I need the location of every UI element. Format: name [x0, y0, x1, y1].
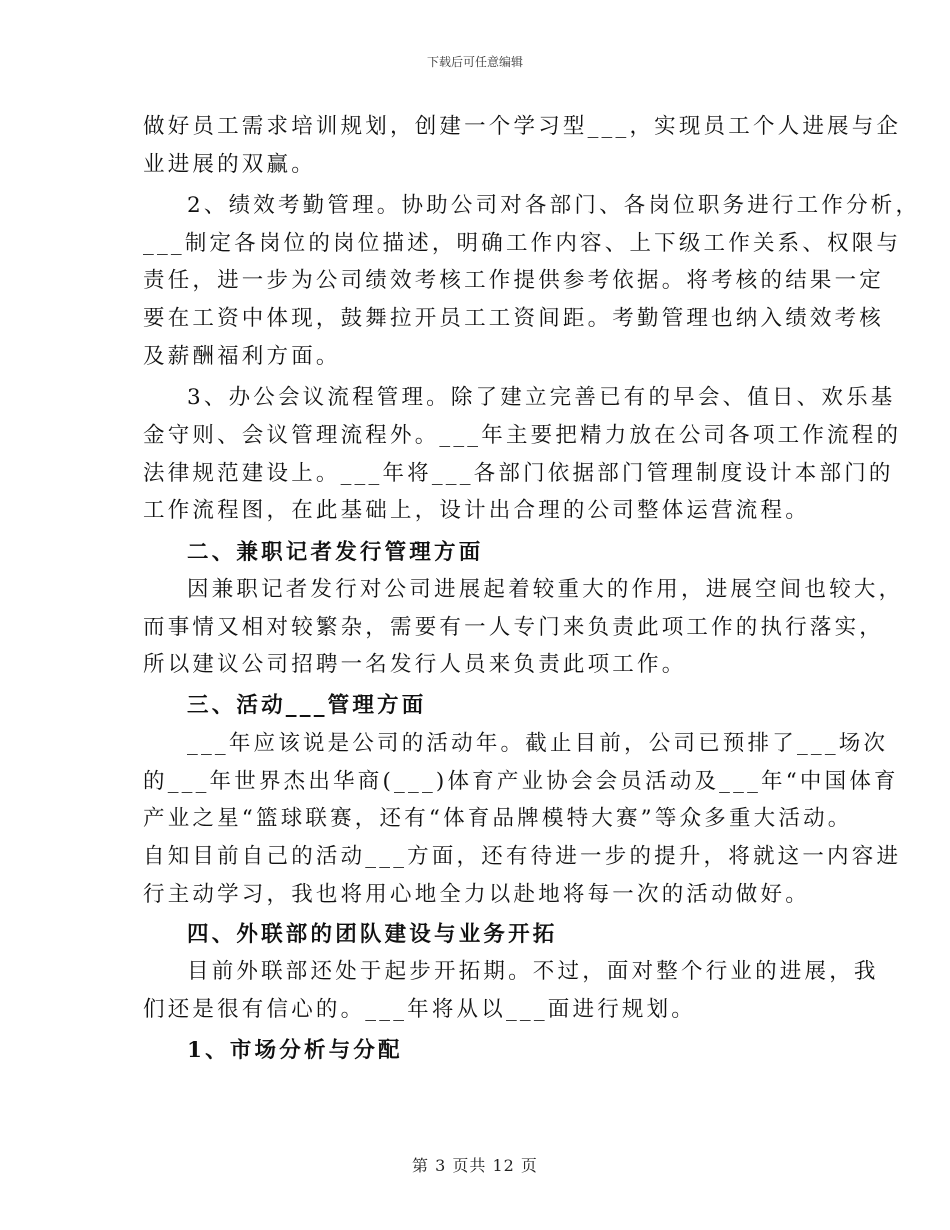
paragraph-line: 产业之星“篮球联赛，还有“体育品牌模特大赛”等众多重大活动。	[143, 806, 853, 831]
section-heading: 三、活动___管理方面	[187, 693, 427, 718]
paragraph-line: 工作流程图，在此基础上，设计出合理的公司整体运营流程。	[143, 498, 810, 523]
paragraph-line: 所以建议公司招聘一名发行人员来负责此项工作。	[143, 652, 687, 677]
paragraph-line: 因兼职记者发行对公司进展起着较重大的作用，进展空间也较大，	[187, 577, 904, 602]
paragraph-line: 金守则、会议管理流程外。___年主要把精力放在公司各项工作流程的	[143, 423, 902, 448]
paragraph-line: 要在工资中体现，鼓舞拉开员工工资间距。考勤管理也纳入绩效考核	[143, 306, 885, 331]
section-heading: 四、外联部的团队建设与业务开拓	[187, 922, 558, 947]
paragraph-line: ___年应该说是公司的活动年。截止目前，公司已预排了___场次	[187, 731, 889, 756]
paragraph-line: 业进展的双赢。	[143, 152, 316, 177]
paragraph-line: 而事情又相对较繁杂，需要有一人专门来负责此项工作的执行落实，	[143, 615, 885, 640]
paragraph-line: 2、绩效考勤管理。协助公司对各部门、各岗位职务进行工作分析，	[187, 193, 921, 218]
page-number: 第 3 页共 12 页	[412, 1156, 538, 1175]
paragraph-line: 的___年世界杰出华商(___)体育产业协会会员活动及___年“中国体育	[143, 769, 899, 794]
paragraph-line: 3、办公会议流程管理。除了建立完善已有的早会、值日、欢乐基	[187, 385, 896, 410]
page-header-note: 下载后可任意编辑	[426, 55, 523, 69]
paragraph-line: 做好员工需求培训规划，创建一个学习型___，实现员工个人进展与企	[143, 114, 902, 139]
paragraph-line: 责任，进一步为公司绩效考核工作提供参考依据。将考核的结果一定	[143, 268, 885, 293]
paragraph-line: 行主动学习，我也将用心地全力以赴地将每一次的活动做好。	[143, 882, 810, 907]
subsection-heading: 1、市场分析与分配	[187, 1038, 403, 1063]
paragraph-line: ___制定各岗位的岗位描述，明确工作内容、上下级工作关系、权限与	[143, 231, 902, 256]
paragraph-line: 们还是很有信心的。___年将从以___面进行规划。	[143, 997, 697, 1022]
paragraph-line: 自知目前自己的活动___方面，还有待进一步的提升，将就这一内容进	[143, 844, 902, 869]
paragraph-line: 法律规范建设上。___年将___各部门依据部门管理制度设计本部门的	[143, 461, 894, 486]
paragraph-line: 目前外联部还处于起步开拓期。不过，面对整个行业的进展，我	[187, 959, 879, 984]
section-heading: 二、兼职记者发行管理方面	[187, 540, 484, 565]
paragraph-line: 及薪酬福利方面。	[143, 344, 341, 369]
